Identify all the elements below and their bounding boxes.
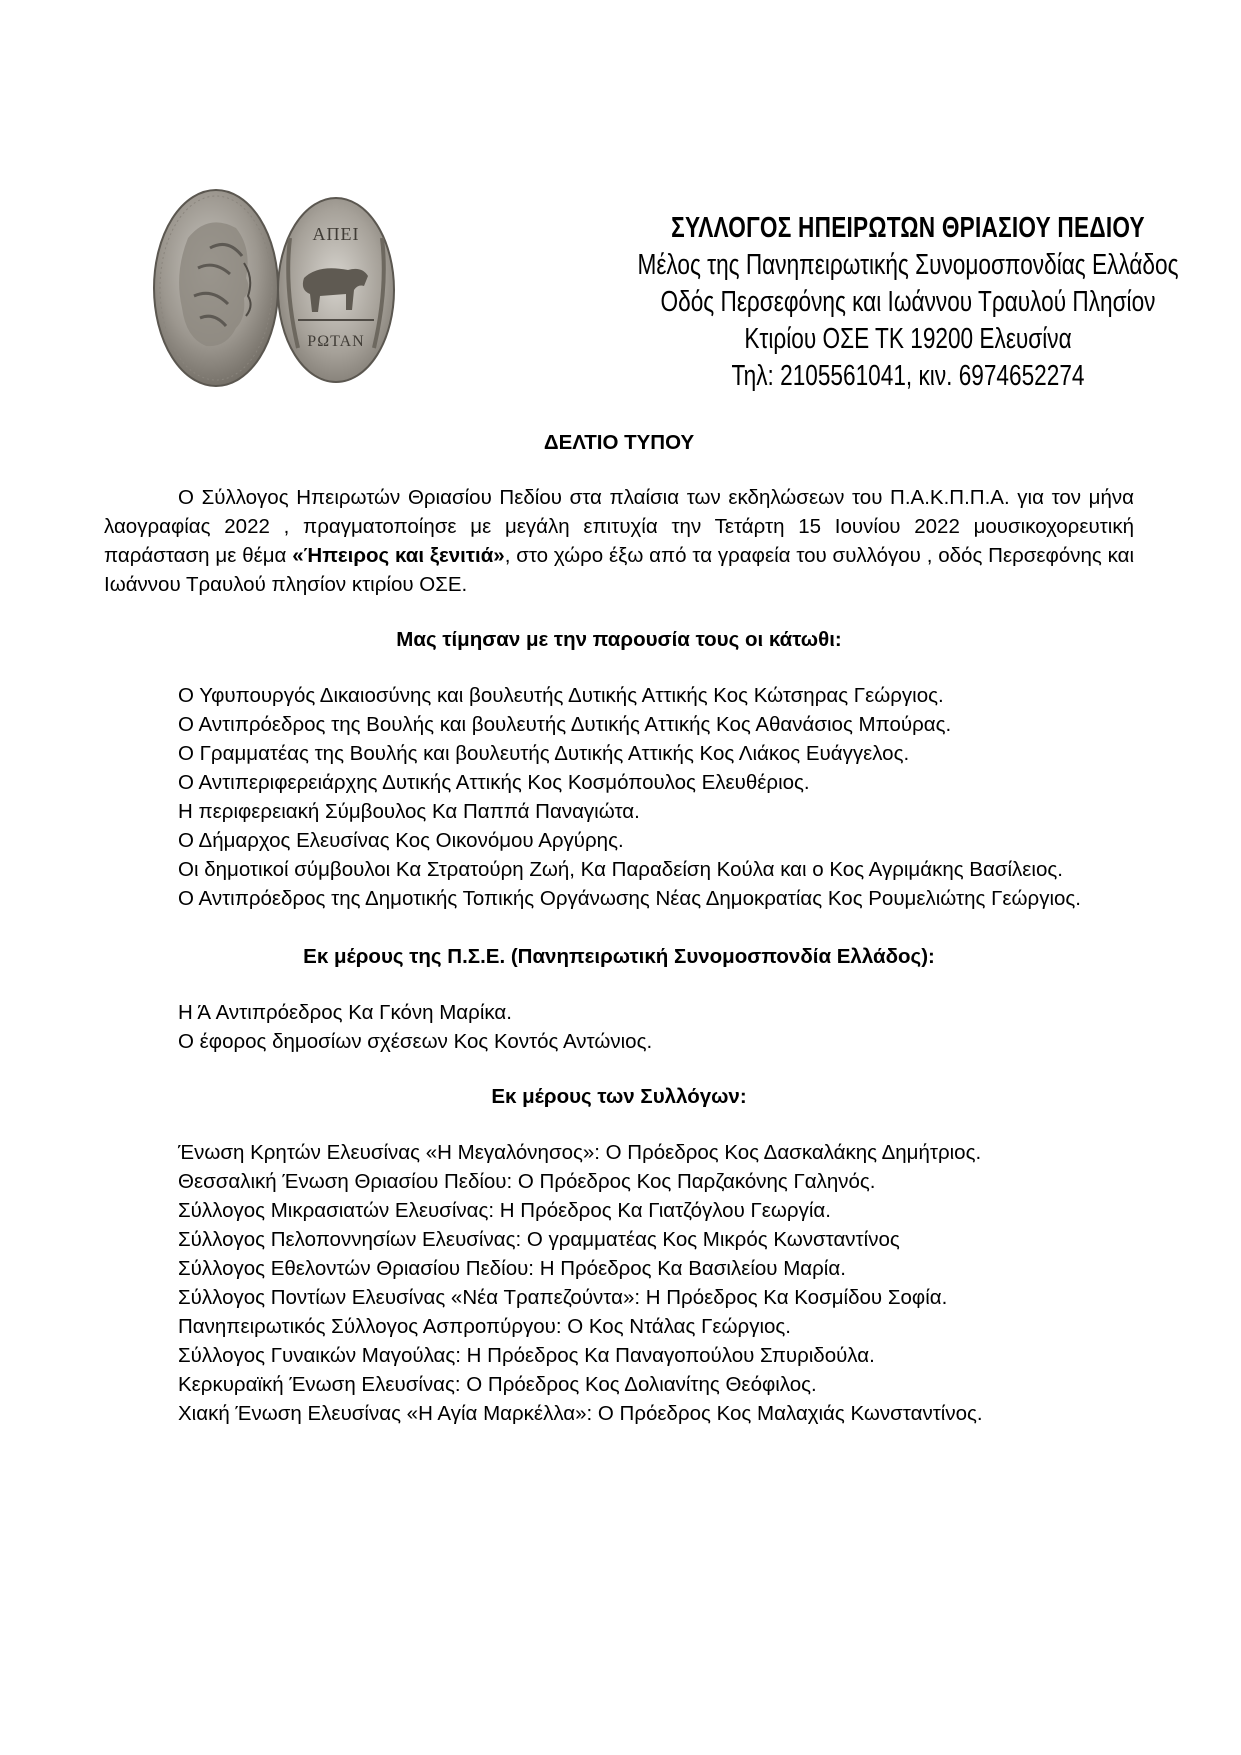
list-item: Ο έφορος δημοσίων σχέσεων Κος Κοντός Αντώνιος. bbox=[178, 1030, 653, 1053]
list-item: Η Ά Αντιπρόεδρος Κα Γκόνη Μαρίκα. bbox=[178, 1001, 512, 1024]
section-heading-guests: Μας τίμησαν με την παρουσία τους οι κάτωθι: bbox=[396, 628, 842, 651]
list-item: Ο Γραμματέας της Βουλής και βουλευτής Δυτικής Αττικής Κος Λιάκος Ευάγγελος. bbox=[178, 742, 910, 765]
intro-text-start: Ο Σύλλογος Ηπειρωτών Θριασίου Πεδίου στα πλαίσια των εκδηλώσεων του Π.Α.Κ.Π.Π.Α. για τον μήνα λαογραφίας 2022 , πραγματοποίησε με μεγάλη επιτυχία την Τετάρτη 15 Ιουνίου 2022 μουσικοχορευτική παράσταση με θέμα bbox=[104, 486, 1134, 567]
list-item: Σύλλογος Εθελοντών Θριασίου Πεδίου: Η Πρόεδρος Κα Βασιλείου Μαρία. bbox=[178, 1257, 846, 1280]
list-item: Θεσσαλική Ένωση Θριασίου Πεδίου: Ο Πρόεδρος Κος Παρζακόνης Γαληνός. bbox=[178, 1170, 876, 1193]
phone-line: Τηλ: 2105561041, κιν. 6974652274 bbox=[731, 360, 1085, 392]
list-item: Η περιφερειακή Σύμβουλος Κα Παππά Παναγιώτα. bbox=[178, 800, 640, 823]
section-heading-associations: Εκ μέρους των Συλλόγων: bbox=[491, 1085, 747, 1108]
document-title: ΔΕΛΤΙΟ ΤΥΠΟΥ bbox=[543, 431, 695, 454]
address-line: Οδός Περσεφόνης και Ιωάννου Τραυλού Πλησίον Κτιρίου ΟΣΕ ΤΚ 19200 Ελευσίνα bbox=[660, 286, 1156, 355]
list-item: Οι δημοτικοί σύμβουλοι Κα Στρατούρη Ζωή, Κα Παραδείση Κούλα και ο Κος Αγριμάκης Βασίλειος. bbox=[178, 858, 1063, 881]
organization-info bbox=[627, 210, 1189, 395]
list-item: Ο Δήμαρχος Ελευσίνας Κος Οικονόμου Αργύρης. bbox=[178, 829, 624, 852]
pse-list bbox=[104, 998, 1134, 1056]
list-item: Χιακή Ένωση Ελευσίνας «Η Αγία Μαρκέλλα»: Ο Πρόεδρος Κος Μαλαχιάς Κωνσταντίνος. bbox=[178, 1402, 983, 1425]
list-item: Ο Αντιπρόεδρος της Βουλής και βουλευτής Δυτικής Αττικής Κος Αθανάσιος Μπούρας. bbox=[178, 713, 952, 736]
list-item: Σύλλογος Μικρασιατών Ελευσίνας: Η Πρόεδρος Κα Γιατζόγλου Γεωργία. bbox=[178, 1199, 831, 1222]
intro-text-end: , στο χώρο έξω από τα γραφεία του συλλόγου , οδός Περσεφόνης και Ιωάννου Τραυλού πλησίον κτιρίου ΟΣΕ. bbox=[104, 544, 1135, 596]
svg-text:ΑΠΕΙ: ΑΠΕΙ bbox=[312, 224, 360, 244]
list-item: Ο Αντιπεριφερειάρχης Δυτικής Αττικής Κος Κοσμόπουλος Ελευθέριος. bbox=[178, 771, 810, 794]
list-item: Ένωση Κρητών Ελευσίνας «Η Μεγαλόνησος»: Ο Πρόεδρος Κος Δασκαλάκης Δημήτριος. bbox=[178, 1141, 982, 1164]
membership-line: Μέλος της Πανηπειρωτικής Συνομοσπονδίας Ελλάδος bbox=[637, 249, 1179, 281]
associations-list bbox=[104, 1138, 1134, 1428]
section-heading-pse: Εκ μέρους της Π.Σ.Ε. (Πανηπειρωτική Συνομοσπονδία Ελλάδος): bbox=[303, 945, 935, 968]
list-item: Πανηπειρωτικός Σύλλογος Ασπροπύργου: Ο Κος Ντάλας Γεώργιος. bbox=[178, 1315, 791, 1338]
list-item: Σύλλογος Ποντίων Ελευσίνας «Νέα Τραπεζούντα»: Η Πρόεδρος Κα Κοσμίδου Σοφία. bbox=[178, 1286, 948, 1309]
guests-list bbox=[104, 681, 1134, 913]
list-item: Ο Υφυπουργός Δικαιοσύνης και βουλευτής Δυτικής Αττικής Κος Κώτσηρας Γεώργιος. bbox=[178, 684, 944, 707]
letterhead bbox=[148, 178, 1179, 400]
event-theme: «Ήπειρος και ξενιτιά» bbox=[292, 544, 505, 567]
press-release-body bbox=[104, 428, 1134, 1428]
list-item: Σύλλογος Πελοποννησίων Ελευσίνας: Ο γραμματέας Κος Μικρός Κωνσταντίνος bbox=[178, 1228, 900, 1251]
list-item: Σύλλογος Γυναικών Μαγούλας: Η Πρόεδρος Κα Παναγοπούλου Σπυριδούλα. bbox=[178, 1344, 875, 1367]
list-item: Ο Αντιπρόεδρος της Δημοτικής Τοπικής Οργάνωσης Νέας Δημοκρατίας Κος Ρουμελιώτης Γεώργιος. bbox=[178, 887, 1081, 910]
organization-name: ΣΥΛΛΟΓΟΣ ΗΠΕΙΡΩΤΩΝ ΘΡΙΑΣΙΟΥ ΠΕΔΙΟΥ bbox=[671, 212, 1145, 244]
intro-paragraph bbox=[104, 483, 1134, 599]
ancient-coins-logo bbox=[148, 178, 548, 400]
svg-text:ΡΩΤΑΝ: ΡΩΤΑΝ bbox=[307, 333, 365, 350]
list-item: Κερκυραϊκή Ένωση Ελευσίνας: Ο Πρόεδρος Κος Δολιανίτης Θεόφιλος. bbox=[178, 1373, 817, 1396]
